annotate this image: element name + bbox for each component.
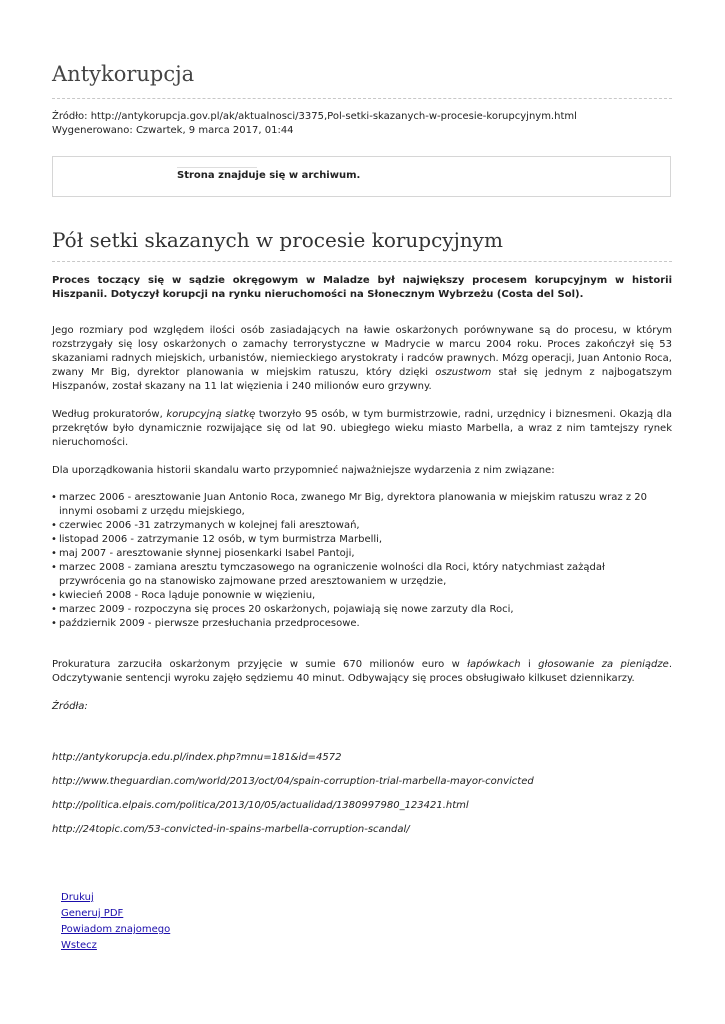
site-title: Antykorupcja [52,62,195,86]
generate-pdf-link[interactable]: Generuj PDF [61,908,124,919]
list-item: • kwiecień 2008 - Roca ląduje ponownie w więzieniu, [52,589,672,603]
list-item: • listopad 2006 - zatrzymanie 12 osób, w tym burmistrza Marbelli, [52,533,672,547]
source-link: http://www.theguardian.com/world/2013/oct/04/spain-corruption-trial-marbella-mayor-convicted [52,776,534,787]
source-link: http://politica.elpais.com/politica/2013/10/05/actualidad/1380997980_123421.html [52,800,469,811]
footer-links [61,890,170,954]
back-link[interactable]: Wstecz [61,940,97,951]
list-item: • październik 2009 - pierwsze przesłuchania przedprocesowe. [52,617,672,631]
source-link: http://antykorupcja.edu.pl/index.php?mnu=181&id=4572 [52,752,342,763]
source-link: http://24topic.com/53-convicted-in-spains-marbella-corruption-scandal/ [52,824,410,835]
page-meta [52,110,577,138]
list-item: • czerwiec 2006 -31 zatrzymanych w kolejnej fali aresztowań, [52,519,672,533]
paragraph-2: Według prokuratorów, korupcyjną siatkę tworzyło 95 osób, w tym burmistrzowie, radni, urzędnicy i biznesmeni. Okazją dla przekrętów było dynamicznie rozwijające się od lat 90. ubiegłego wieku miasto Marbella, a wraz z nim tamtejszy rynek nieruchomości. [52,409,672,448]
list-item: • marzec 2006 - aresztowanie Juan Antonio Roca, zwanego Mr Big, dyrektora planowania w miejskim ratuszu wraz z 20 innymi osobami z urzędu miejskiego, [52,491,672,519]
print-link[interactable]: Drukuj [61,892,94,903]
title-divider [52,98,672,99]
archive-notice: Strona znajduje się w archiwum. [177,170,361,181]
list-item: • marzec 2009 - rozpoczyna się proces 20 oskarżonych, pojawiają się nowe zarzuty dla Roci, [52,603,672,617]
article-title-divider [52,261,672,262]
sources-label: Źródła: [52,701,88,712]
events-list [52,491,672,631]
paragraph-4: Prokuratura zarzuciła oskarżonym przyjęcie w sumie 670 milionów euro w łapówkach i głosowanie za pieniądze. Odczytywanie sentencji wyroku zajęło sędziemu 40 minut. Odbywający się proces obsługiwało kilkuset dziennikarzy. [52,659,672,684]
archive-notice-rule [177,167,257,168]
source-url: Źródło: http://antykorupcja.gov.pl/ak/aktualnosci/3375,Pol-setki-skazanych-w-procesie-korupcyjnym.html [52,111,577,122]
paragraph-1: Jego rozmiary pod względem ilości osób zasiadających na ławie oskarżonych porównywane są do procesu, w którym rozstrzygały się losy oskarżonych o zamachy terrorystyczne w Madrycie w marcu 2004 roku. Proces zakończył się 53 skazaniami radnych miejskich, urbanistów, niemieckiego arystokraty i radców prawnych. Mózg operacji, Juan Antonio Roca, zwany Mr Big, dyrektor planowania w miejskim ratuszu, który dzięki oszustwom stał się jednym z najbogatszym Hiszpanów, został skazany na 11 lat więzienia i 240 milionów euro grzywny. [52,325,673,392]
list-item: • marzec 2008 - zamiana aresztu tymczasowego na ograniczenie wolności dla Roci, który natychmiast zażądał przywrócenia go na stanowisko zajmowane przed aresztowaniem w urzędzie, [52,561,672,589]
article-title: Pół setki skazanych w procesie korupcyjnym [52,228,503,252]
generated-date: Wygenerowano: Czwartek, 9 marca 2017, 01:44 [52,125,294,136]
notify-friend-link[interactable]: Powiadom znajomego [61,924,171,935]
article-lead: Proces toczący się w sądzie okręgowym w Maladze był największy procesem korupcyjnym w historii Hiszpanii. Dotyczył korupcji na rynku nieruchomości na Słonecznym Wybrzeżu (Costa del Sol). [52,275,672,300]
list-item: • maj 2007 - aresztowanie słynnej piosenkarki Isabel Pantoji, [52,547,672,561]
archive-notice-box [52,156,671,197]
article-body [52,274,672,837]
paragraph-3: Dla uporządkowania historii skandalu warto przypomnieć najważniejsze wydarzenia z nim związane: [52,465,555,476]
